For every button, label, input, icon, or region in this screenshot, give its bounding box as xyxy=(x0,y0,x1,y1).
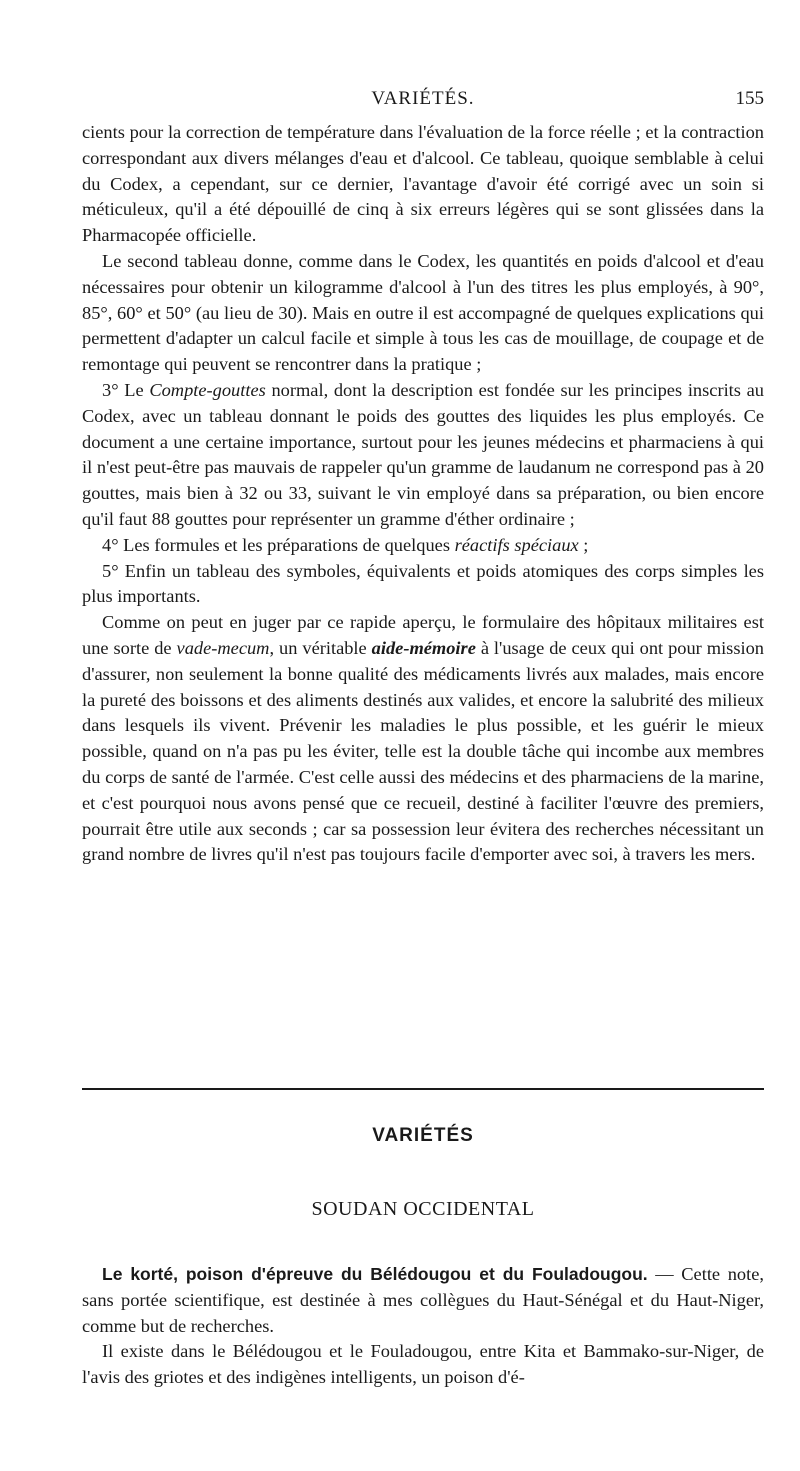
paragraph-4-start: 4° Les formules et les préparations de quelques xyxy=(102,534,455,555)
paragraph-6-mid: , un véritable xyxy=(269,637,372,658)
article-paragraph-1-rest: — Cette note, sans portée scientifique, est destinée à mes collègues du Haut-Sénégal et du Haut-Niger, comme but de recherches. xyxy=(82,1264,764,1336)
article-paragraph-2: Il existe dans le Bélédougou et le Fouladougou, entre Kita et Bammako-sur-Niger, de l'avis des griotes et des indigènes intelligents, un poison d'é- xyxy=(82,1341,764,1388)
paragraph-5: 5° Enfin un tableau des symboles, équivalents et poids atomiques des corps simples les plus importants. xyxy=(82,560,764,607)
paragraph-6-rest: à l'usage de ceux qui ont pour mission d'assurer, non seulement la bonne qualité des médicaments livrés aux malades, mais encore la pureté des boissons et des aliments destinés aux valides, et encore la salubrité des milieux dans lesquels ils vivent. Prévenir les maladies le plus possible, et les guérir le mieux possible, quand on n'a pas pu les éviter, telle est la double tâche qui incombe aux membres du corps de santé de l'armée. C'est celle aussi des médecins et des pharmaciens de la marine, et c'est pourquoi nous avons pensé que ce recueil, destiné à faciliter l'œuvre des premiers, pourrait être utile aux seconds ; car sa possession leur évitera des recherches nécessitant un grand nombre de livres qu'il n'est pas toujours facile d'emporter avec soi, à travers les mers. xyxy=(82,637,764,865)
section-divider xyxy=(82,1088,764,1090)
reactifs-term: réactifs spéciaux xyxy=(454,534,579,555)
article-paragraph-1 xyxy=(82,1262,764,1339)
paragraph-1: cients pour la correction de température dans l'évaluation de la force réelle ; et la contraction correspondant aux divers mélanges d'eau et d'alcool. Ce tableau, quoique semblable à celui du Codex, a cependant, sur ce dernier, l'avantage d'avoir été corrigé avec un soin si méticuleux, qu'il a été dépouillé de cinq à six erreurs légères qui se sont glissées dans la Pharmacopée officielle. xyxy=(82,122,764,246)
compte-gouttes-term: Compte-gouttes xyxy=(149,379,266,400)
body-text xyxy=(82,120,764,868)
paragraph-3-rest: normal, dont la description est fondée sur les principes inscrits au Codex, avec un tableau donnant le poids des gouttes des liquides les plus employés. Ce document a une certaine importance, surtout pour les jeunes médecins et pharmaciens à qui il n'est peut-être pas mauvais de rappeler qu'un gramme de laudanum ne correspond pas à 20 gouttes, mais bien à 32 ou 33, suivant le vin employé dans sa préparation, ou bien encore qu'il faut 88 gouttes pour représenter un gramme d'éther ordinaire ; xyxy=(82,379,764,529)
paragraph-4 xyxy=(82,533,764,559)
section-title: VARIÉTÉS xyxy=(372,1125,474,1146)
page-number: 155 xyxy=(735,88,764,109)
article-body xyxy=(82,1262,764,1391)
article-heading: Le korté, poison d'épreuve du Bélédougou et du Fouladougou. xyxy=(102,1264,648,1284)
paragraph-3-start: 3° Le xyxy=(102,379,150,400)
paragraph-4-end: ; xyxy=(578,534,589,555)
aide-memoire-term: aide-mémoire xyxy=(371,637,476,658)
running-title: VARIÉTÉS. xyxy=(371,88,475,109)
paragraph-2: Le second tableau donne, comme dans le Codex, les quantités en poids d'alcool et d'eau nécessaires pour obtenir un kilogramme d'alcool à l'un des titres les plus employés, à 90°, 85°, 60° et 50° (au lieu de 30). Mais en outre il est accompagné de quelques explications qui permettent d'adapter un calcul facile et simple à tous les cas de mouillage, de coupage et de remontage qui peuvent se rencontrer dans la pratique ; xyxy=(82,250,764,375)
paragraph-3 xyxy=(82,378,764,533)
paragraph-6-start: Comme on peut en juger par ce rapide aperçu, le formulaire des hôpitaux militaires est une sorte de xyxy=(82,612,764,658)
vade-mecum-term: vade-mecum xyxy=(176,637,270,658)
running-head xyxy=(82,88,764,114)
paragraph-6 xyxy=(82,610,764,868)
section-subtitle: SOUDAN OCCIDENTAL xyxy=(311,1198,535,1220)
